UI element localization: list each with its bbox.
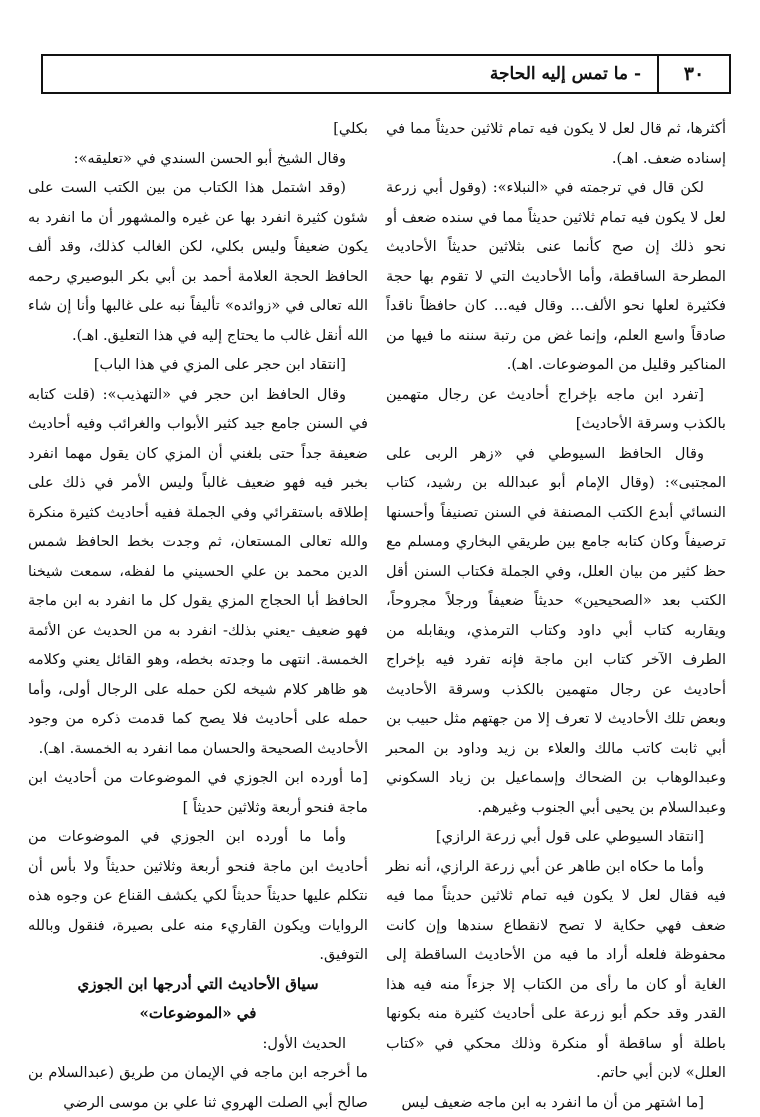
subheading: الحديث الأول: [28,1029,368,1059]
chapter-heading: سياق الأحاديث التي أدرجها ابن الجوزي [28,970,368,1000]
page-number: ٣٠ [657,56,729,92]
left-column [28,114,368,1117]
chapter-heading: في «الموضوعات» [28,999,368,1029]
paragraph: وأما ما أورده ابن الجوزي في الموضوعات من أحاديث ابن ماجة فنحو أربعة وثلاثين حديثاً ولا بأس أن نتكلم عليها حديثاً حديثاً لكي يكشف القناع عن وجوه هذه الروايات ويكون القاريء منه على بصيرة، فنقول وبالله التوفيق. [28,822,368,970]
paragraph: بكلي] [28,114,368,144]
right-column [386,114,726,1117]
paragraph: (وقد اشتمل هذا الكتاب من بين الكتب الست على شئون كثيرة انفرد بها عن غيره والمشهور أن ما انفرد به يكون ضعيفاً وليس بكلي، لكن الغالب كذلك، وقد ألف الحافظ الحجة العلامة أحمد بن أبي بكر البوصيري رحمه الله تعالى في «زوائده» تأليفاً نبه على غالبها وأنا إن شاء الله أنقل غالب ما يحتاج إليه في هذا التعليق. اهـ). [28,173,368,350]
paragraph: وقال الحافظ ابن حجر في «التهذيب»: (قلت كتابه في السنن جامع جيد كثير الأبواب والغرائب وفيه أحاديث ضعيفة جداً حتى بلغني أن المزي كان يقول مهما انفرد بخبر فيه فهو ضعيف غالباً وليس الأمر في ذلك على إطلاقه باستقرائي وفي الجملة ففيه أحاديث كثيرة منكرة والله تعالى المستعان، ثم وجدت بخط الحافظ شمس الدين محمد بن علي الحسيني ما لفظه، سمعت شيخنا الحافظ أبا الحجاج المزي يقول كل ما انفرد به ابن ماجة فهو ضعيف -يعني بذلك- انفرد به من الحديث عن الأئمة الخمسة. انتهى ما وجدته بخطه، وهو القائل يعني وكلامه هو ظاهر كلام شيخه لكن حمله على الرجال أولى، وأما حمله على أحاديث فلا يصح كما قدمت ذكره من وجود الأحاديث الصحيحة والحسان مما انفرد به الخمسة. اهـ). [28,380,368,764]
section-heading: [انتقاد ابن حجر على المزي في هذا الباب] [28,350,368,380]
running-title: - ما تمس إليه الحاجة [490,56,641,92]
paragraph: لكن قال في ترجمته في «النبلاء»: (وقول أبي زرعة لعل لا يكون فيه تمام ثلاثين حديثاً مما في سنده ضعف أو نحو ذلك إن صح كأنما عنى بثلاثين حديثاً الأحاديث المطرحة الساقطة، وأما الأحاديث التي لا تقوم بها حجة فكثيرة لعلها نحو الألف... وقال فيه... كان حافظاً ناقداً صادقاً واسع العلم، وإنما غض من رتبة سننه ما فيها من المناكير وقليل من الموضوعات. اهـ). [386,173,726,380]
paragraph: وقال الشيخ أبو الحسن السندي في «تعليقه»: [28,144,368,174]
section-heading: [ما أورده ابن الجوزي في الموضوعات من أحاديث ابن ماجة فنحو أربعة وثلاثين حديثاً ] [28,763,368,822]
paragraph: ما أخرجه ابن ماجه في الإيمان من طريق (عبدالسلام بن صالح أبي الصلت الهروي ثنا علي بن موسى الرضي [28,1058,368,1117]
section-heading: [تفرد ابن ماجه بإخراج أحاديث عن رجال متهمين بالكذب وسرقة الأحاديث] [386,380,726,439]
paragraph: أكثرها، ثم قال لعل لا يكون فيه تمام ثلاثين حديثاً مما في إسناده ضعف. اهـ). [386,114,726,173]
section-heading: [ما اشتهر من أن ما انفرد به ابن ماجه ضعيف ليس [386,1088,726,1117]
paragraph: وقال الحافظ السيوطي في «زهر الربى على المجتبى»: (وقال الإمام أبو عبدالله بن رشيد، كتاب النسائي أبدع الكتب المصنفة في السنن تصنيفاً وأحسنها ترصيفاً وكان كتابه جامع بين طريقي البخاري ومسلم مع حظ كثير من بيان العلل، وفي الجملة فكتاب السنن أقل الكتب بعد «الصحيحين» حديثاً ضعيفاً ورجلاً مجروحاً، ويقاربه كتاب أبي داود وكتاب الترمذي، ويقابله من الطرف الآخر كتاب ابن ماجة فإنه تفرد فيه بإخراج أحاديث عن رجال متهمين بالكذب وسرقة الأحاديث وبعض تلك الأحاديث لا تعرف إلا من جهتهم مثل حبيب بن أبي ثابت كاتب مالك والعلاء بن زيد وداود بن المحبر وعبدالوهاب بن الضحاك وإسماعيل بن زياد السكوني وعبدالسلام بن يحيى أبي الجنوب وغيرهم. [386,439,726,823]
paragraph: وأما ما حكاه ابن طاهر عن أبي زرعة الرازي، أنه نظر فيه فقال لعل لا يكون فيه تمام ثلاثين حديثاً مما فيه ضعف فهي حكاية لا تصح لانقطاع سندها وإن كانت محفوظة فلعله أراد ما فيه من الأحاديث الساقطة إلى الغاية أو كان ما رأى من الكتاب إلا جزءاً منه فيه هذا القدر وقد حكم أبو زرعة على أحاديث كثيرة منه بكونها باطلة أو ساقطة أو منكرة وذلك محكي في «كتاب العلل» لابن أبي حاتم. [386,852,726,1088]
section-heading: [انتقاد السيوطي على قول أبي زرعة الرازي] [386,822,726,852]
page-header [41,54,731,94]
